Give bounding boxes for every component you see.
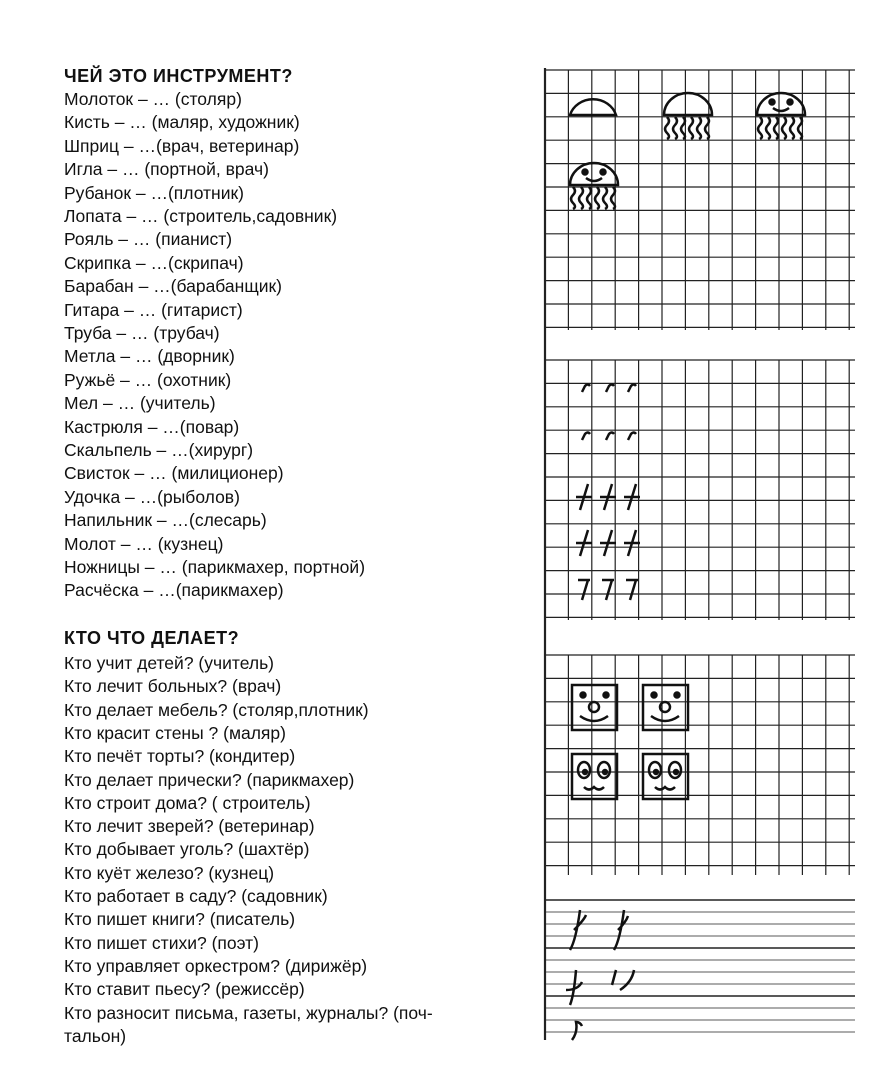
list-item: Кто лечит зверей? (ветеринар) [64, 816, 315, 837]
list-item: Молоток – … (столяр) [64, 89, 242, 109]
list-item: Удочка – …(рыболов) [64, 486, 240, 507]
list-item: Метла – … (дворник) [64, 346, 235, 367]
list-item: Кто лечит больных? (врач) [64, 676, 282, 697]
robot-face-icon [572, 685, 688, 730]
section-title-instruments: ЧЕЙ ЭТО ИНСТРУМЕНТ? [64, 66, 293, 86]
list-item: Кто печёт торты? (кондитер) [64, 746, 296, 767]
list-item: Кто делает мебель? (столяр,плотник) [64, 699, 369, 720]
list-item: тальон) [64, 1025, 127, 1046]
list-item: Скрипка – …(скрипач) [64, 252, 244, 273]
list-item: Кто добывает уголь? (шахтёр) [64, 839, 310, 860]
list-item: Расчёска – …(парикмахер) [64, 580, 284, 601]
list-item: Кто красит стены ? (маляр) [64, 722, 286, 743]
list-item: Рубанок – …(плотник) [64, 182, 244, 203]
list-item: Напильник – …(слесарь) [64, 510, 267, 531]
list-item: Барабан – …(барабанщик) [64, 276, 282, 297]
list-item: Труба – … (трубач) [64, 323, 220, 343]
list-item: Игла – … (портной, врач) [64, 159, 269, 180]
list-item: Кто пишет книги? (писатель) [64, 909, 296, 930]
list-item: Кто разносит письма, газеты, журналы? (поч- [64, 1002, 433, 1023]
cat-face-icon [572, 754, 688, 799]
list-item: Кисть – … (маляр, художник) [64, 112, 300, 133]
list-item: Кастрюля – …(повар) [64, 416, 240, 437]
list-item: Кто учит детей? (учитель) [64, 653, 275, 673]
list-item: Молот – … (кузнец) [64, 533, 224, 554]
jellyfish-icon [570, 93, 805, 209]
list-item: Шприц – …(врач, ветеринар) [64, 135, 300, 156]
list-item: Кто управляет оркестром? (дирижёр) [64, 955, 368, 976]
list-item: Кто работает в саду? (садовник) [64, 886, 328, 906]
list-item: Свисток – … (милиционер) [64, 463, 284, 484]
list-item: Лопата – … (строитель,садовник) [64, 206, 338, 226]
list-item: Ружьё – … (охотник) [64, 369, 232, 390]
handwriting-stroke-icon [566, 385, 640, 1041]
section-title-professions: КТО ЧТО ДЕЛАЕТ? [64, 628, 240, 648]
list-item: Кто куёт железо? (кузнец) [64, 862, 275, 883]
list-item: Кто ставит пьесу? (режиссёр) [64, 979, 305, 1000]
list-item: Мел – … (учитель) [64, 393, 216, 414]
list-item: Кто делает прически? (парикмахер) [64, 769, 355, 790]
list-item: Кто пишет стихи? (поэт) [64, 932, 260, 953]
list-item: Ножницы – … (парикмахер, портной) [64, 557, 366, 577]
list-item: Кто строит дома? ( строитель) [64, 792, 311, 813]
list-item: Гитара – … (гитарист) [64, 299, 243, 320]
list-item: Рояль – … (пианист) [64, 229, 233, 250]
list-item: Скальпель – …(хирург) [64, 440, 254, 460]
